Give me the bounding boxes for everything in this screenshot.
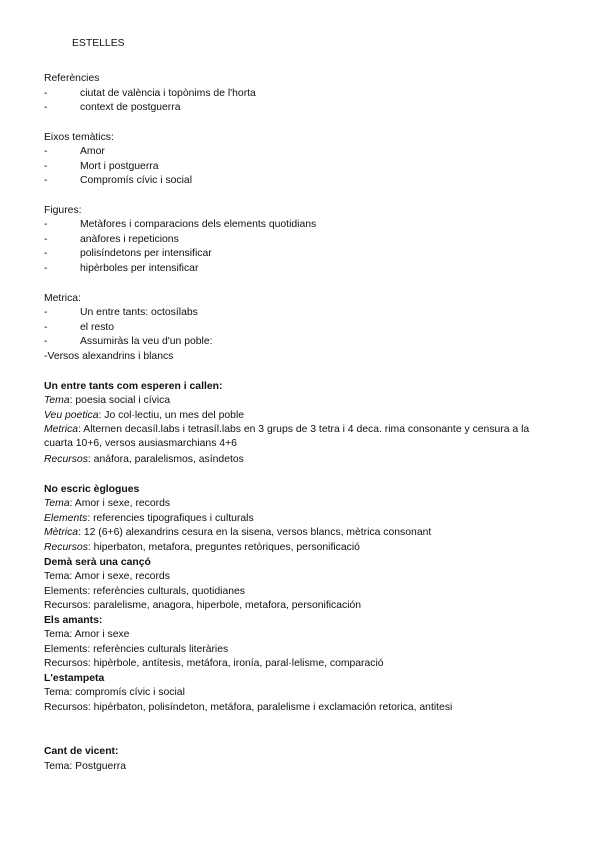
poem5-line: Recursos: hipérbaton, polisíndeton, metáfora, paralelisme i exclamación retorica, antitesi xyxy=(44,702,453,713)
poem-title-dema-sera-una-canco: Demà serà una cançó xyxy=(44,557,151,568)
poem2-metrica: Mètrica: 12 (6+6) alexandrins cesura en la sisena, versos blancs, mètrica consonant xyxy=(44,527,432,538)
section-heading-metrica: Metrica: xyxy=(44,293,81,304)
metrica-extra: -Versos alexandrins i blancs xyxy=(44,351,174,362)
poem1-metrica: Metrica: Alternen decasíl.labs i tetrasíl.labs en 3 grups de 3 tetra i 4 deca. rima consonante y censura a la cuarta 10+6, versos ausiasmarchians 4+6 xyxy=(44,424,530,449)
document-page: ESTELLES Referències - ciutat de valència i topònims de l'horta - context de postguerra Eixos temàtics: - Amor - Mort i postguerra - Compromís cívic i social Figures: - Metàfores i comparacions dels elements quotidians - anàfores i repeticions - polisíndetons per intensificar - hipèrboles per intensificar Metrica: - Un entre tants: octosílabs - el resto - Assumiràs la veu d'un poble: -Versos alexandrins i blancs Un entre tants com esperen i callen: Tema: poesia social i cívica Veu poetica: Jo col·lectiu, un mes del poble Metrica: Alternen decasíl.labs i tetrasíl.labs en 3 grups de 3 tetra i 4 deca. rima consonante y censura a la cuarta 10+6, versos ausiasmarchians 4+6 Recursos: anáfora, paralelismos, asíndetos No escric èglogues Tema: Amor i sexe, records Elements: referencies tipografiques i culturals Mètrica: 12 (6+6) alexandrins cesura en la sisena, versos blancs, mètrica consonant Recursos: hiperbaton, metafora, preguntes retòriques, personificació Demà serà una cançó Tema: Amor i sexe, records Elements: referències culturals, quotidianes Recursos: paralelisme, anagora, hiperbole, metafora, personificación Els amants: Tema: Amor i sexe Elements: referències culturals literàries Recursos: hipèrbole, antítesis, metáfora, ironía, paral·lelisme, comparació L'estampeta Tema: compromís cívic i social Recursos: hipérbaton, polisíndeton, metáfora, paralelisme i exclamación retorica, antitesi Cant de vicent: Tema: Postguerra xyxy=(0,0,600,848)
section-heading-eixos: Eixos temàtics: xyxy=(44,132,114,143)
poem1-tema: Tema: poesia social i cívica xyxy=(44,395,171,406)
poem-title-un-entre-tants: Un entre tants com esperen i callen: xyxy=(44,381,223,392)
poem2-recursos: Recursos: hiperbaton, metafora, preguntes retòriques, personificació xyxy=(44,542,360,553)
poem4-line: Recursos: hipèrbole, antítesis, metáfora, ironía, paral·lelisme, comparació xyxy=(44,658,384,669)
poem2-elements: Elements: referencies tipografiques i culturals xyxy=(44,513,254,524)
poem3-line: Recursos: paralelisme, anagora, hiperbole, metafora, personificación xyxy=(44,600,362,611)
section-heading-figures: Figures: xyxy=(44,205,82,216)
poem1-recursos: Recursos: anáfora, paralelismos, asíndetos xyxy=(44,454,244,465)
poem4-line: Tema: Amor i sexe xyxy=(44,629,130,640)
poem-title-els-amants: Els amants: xyxy=(44,615,103,626)
section-heading-referencies: Referències xyxy=(44,73,100,84)
poem-title-lestampeta: L'estampeta xyxy=(44,673,105,684)
poem-title-cant-de-vicent: Cant de vicent: xyxy=(44,746,119,757)
poem3-line: Elements: referències culturals, quotidianes xyxy=(44,586,245,597)
poem4-line: Elements: referències culturals literàries xyxy=(44,644,229,655)
document-title: ESTELLES xyxy=(72,38,125,49)
poem3-line: Tema: Amor i sexe, records xyxy=(44,571,170,582)
poem2-tema: Tema: Amor i sexe, records xyxy=(44,498,171,509)
poem5-line: Tema: compromís cívic i social xyxy=(44,687,185,698)
poem1-veu: Veu poetica: Jo col·lectiu, un mes del poble xyxy=(44,410,245,421)
poem6-line: Tema: Postguerra xyxy=(44,761,127,772)
poem-title-no-escric-eglogues: No escric èglogues xyxy=(44,484,140,495)
